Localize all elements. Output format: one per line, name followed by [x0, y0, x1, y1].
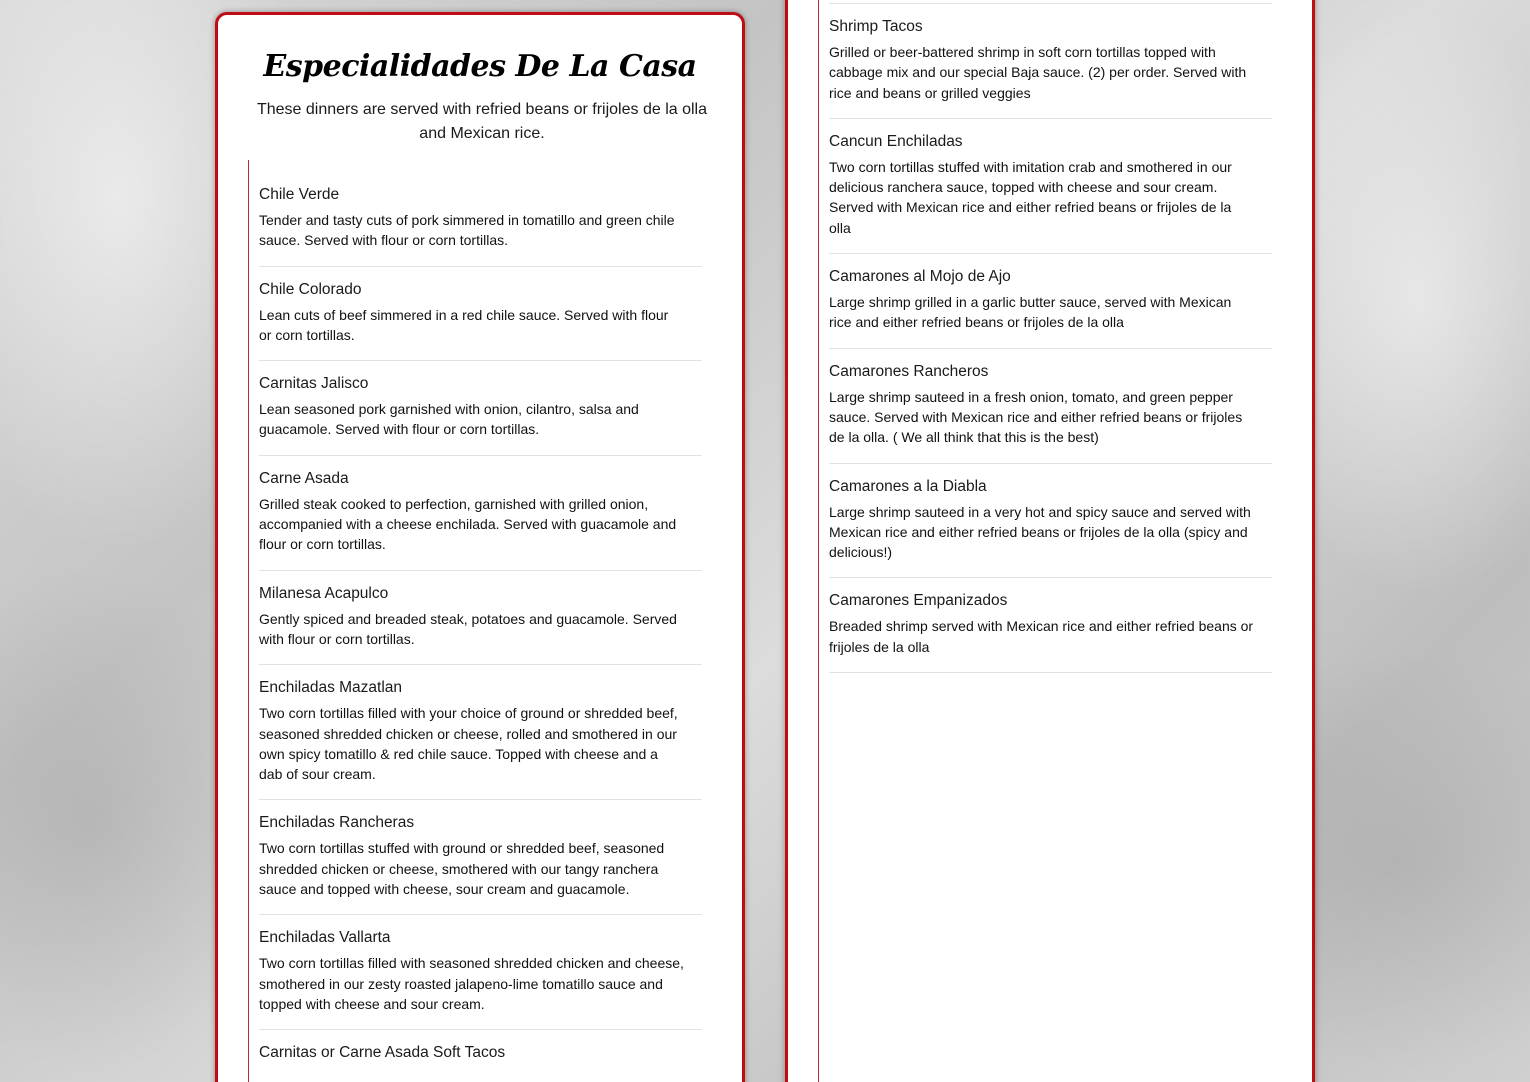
menu-item-description: Two corn tortillas stuffed with ground or shredded beef, seasoned shredded chicken or cheese, smothered with our tangy ranchera sauce and topped with cheese, sour cream and guacamole.	[259, 840, 665, 898]
menu-item-description: Large shrimp sauteed in a very hot and spicy sauce and served with Mexican rice and either refried beans or frijoles de la olla (spicy and delicious!)	[829, 503, 1251, 561]
menu-item	[829, 578, 1272, 673]
menu-item-name: Carnitas Jalisco	[259, 375, 369, 393]
menu-item-name: Camarones Rancheros	[829, 362, 989, 380]
menu-item-name: Carnitas or Carne Asada Soft Tacos	[259, 1044, 506, 1062]
menu-item-name: Shrimp Tacos	[829, 18, 923, 35]
menu-item-name: Chile Colorado	[259, 280, 362, 298]
menu-item-description: Two corn tortillas stuffed with imitation crab and smothered in our delicious ranchera sauce, topped with cheese and sour cream. Served with Mexican rice and either refried beans or frijoles de la olla	[829, 158, 1232, 236]
menu-item	[259, 571, 702, 666]
menu-item-description: Large shrimp sauteed in a fresh onion, tomato, and green pepper sauce. Served with Mexican rice and either refried beans or frijoles de la olla. ( We all think that this is the best)	[829, 388, 1243, 446]
menu-item-name: Enchiladas Mazatlan	[259, 679, 403, 697]
menu-item-description: Large shrimp grilled in a garlic butter sauce, served with Mexican rice and either refried beans or frijoles de la olla	[829, 294, 1232, 331]
menu-item-description: Two corn tortillas filled with your choice of ground or shredded beef, seasoned shredded chicken or cheese, rolled and smothered in our own spicy tomatillo & red chile sauce. Topped with cheese and a dab of sour cream.	[259, 705, 678, 783]
menu-item-name: Camarones al Mojo de Ajo	[829, 268, 1011, 286]
menu-item-name: Enchiladas Rancheras	[259, 814, 415, 832]
menu-item-name: Enchiladas Vallarta	[259, 929, 391, 947]
menu-item-description: Grilled steak cooked to perfection, garnished with grilled onion, accompanied with a cheese enchilada. Served with guacamole and flour or corn tortillas.	[259, 495, 677, 553]
menu-item	[259, 267, 702, 362]
menu-item	[829, 349, 1272, 464]
menu-item-name: Milanesa Acapulco	[259, 584, 389, 602]
menu-item	[829, 4, 1272, 119]
menu-item-name: Carne Asada	[259, 469, 349, 487]
menu-item-description: Lean seasoned pork garnished with onion, cilantro, salsa and guacamole. Served with flour or corn tortillas.	[259, 401, 639, 438]
menu-item-list	[259, 172, 702, 1082]
menu-card-seafood	[785, 0, 1315, 1082]
menu-item-name: Camarones Empanizados	[829, 592, 1008, 610]
menu-item	[259, 456, 702, 571]
menu-item-description: Breaded shrimp served with Mexican rice and either refried beans or frijoles de la olla	[829, 618, 1254, 655]
menu-item-description: Two corn tortillas filled with seasoned shredded chicken and cheese, smothered in our zesty roasted jalapeno-lime tomatillo sauce and topped with cheese and sour cream.	[259, 955, 684, 1012]
menu-item	[259, 915, 702, 1030]
menu-item	[259, 172, 702, 267]
menu-item	[829, 254, 1272, 349]
menu-item-description: Tender and tasty cuts of pork simmered in tomatillo and green chile sauce. Served with flour or corn tortillas.	[259, 212, 675, 249]
menu-item-description: Lean cuts of beef simmered in a red chile sauce. Served with flour or corn tortillas.	[259, 306, 669, 343]
menu-item-description: Gently spiced and breaded steak, potatoes and guacamole. Served with flour or corn tortillas.	[259, 610, 677, 647]
menu-item	[829, 119, 1272, 254]
divider-line	[248, 160, 249, 1082]
menu-item	[259, 1030, 702, 1082]
menu-item	[259, 800, 702, 915]
menu-item	[829, 464, 1272, 579]
menu-item-list	[829, 3, 1272, 673]
menu-item-name: Chile Verde	[259, 186, 340, 203]
menu-item-name: Cancun Enchiladas	[829, 132, 963, 150]
menu-item-description: Grilled or beer-battered shrimp in soft corn tortillas topped with cabbage mix and our special Baja sauce. (2) per order. Served with rice and beans or grilled veggies	[829, 44, 1247, 101]
divider-line	[818, 0, 819, 1082]
menu-item-name: Camarones a la Diabla	[829, 477, 987, 495]
section-title: Especialidades De La Casa	[263, 49, 697, 84]
section-subtitle: These dinners are served with refried beans or frijoles de la olla and Mexican rice.	[256, 101, 707, 142]
menu-item	[259, 665, 702, 800]
menu-item	[259, 361, 702, 456]
menu-card-especialidades	[215, 12, 745, 1082]
